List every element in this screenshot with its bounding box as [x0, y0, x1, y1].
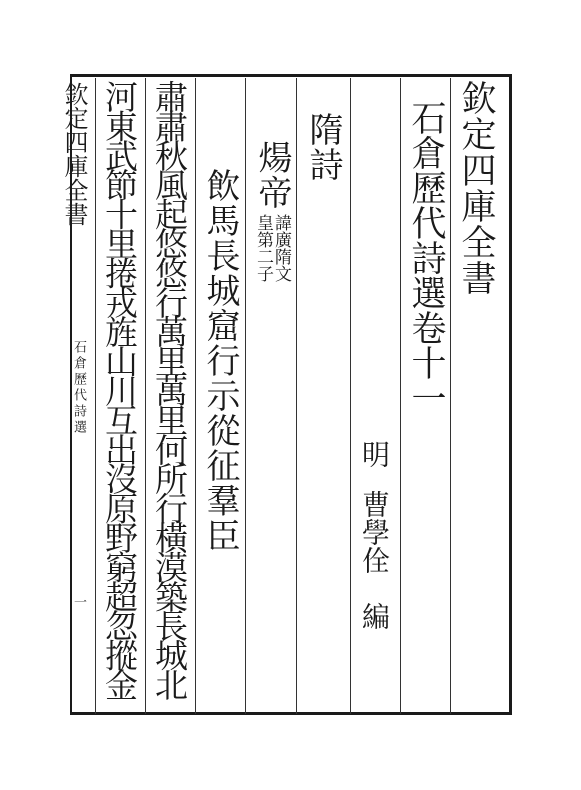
editor-dynasty: 明: [358, 440, 391, 468]
margin-leaf-number: 一: [71, 595, 86, 611]
margin-library-title: 欽定四庫全書: [60, 82, 88, 226]
editor-name: 曹學佺 編: [358, 490, 391, 630]
frame-right-border: [509, 74, 512, 715]
frame-top-border: [70, 74, 512, 77]
column-rule: [400, 78, 401, 714]
column-rule: [95, 78, 96, 714]
poem-title: 飲馬長城窟行示從征羣臣: [200, 168, 240, 553]
column-rule: [450, 78, 451, 714]
author-name: 煬帝: [252, 140, 292, 210]
column-rule: [145, 78, 146, 714]
poem-line-2: 河東武節十里捲戎旌山川互出沒原野窮超忽摐金: [100, 80, 139, 698]
frame-bottom-border: [70, 712, 512, 715]
margin-book-title: 石倉歷代詩選: [71, 340, 86, 436]
column-rule: [350, 78, 351, 714]
volume-title: 石倉歷代詩選卷十一: [406, 100, 446, 415]
column-rule: [195, 78, 196, 714]
section-title: 隋詩: [303, 112, 343, 182]
author-note-line-1: 諱廣隋文: [271, 214, 291, 282]
author-note-line-2: 皇第二子: [253, 214, 273, 282]
library-title: 欽定四庫全書: [456, 80, 496, 296]
poem-line-1: 肅肅秋風起悠悠行萬里萬里何所行橫漠築長城北: [150, 80, 189, 698]
column-rule: [296, 78, 297, 714]
column-rule: [245, 78, 246, 714]
